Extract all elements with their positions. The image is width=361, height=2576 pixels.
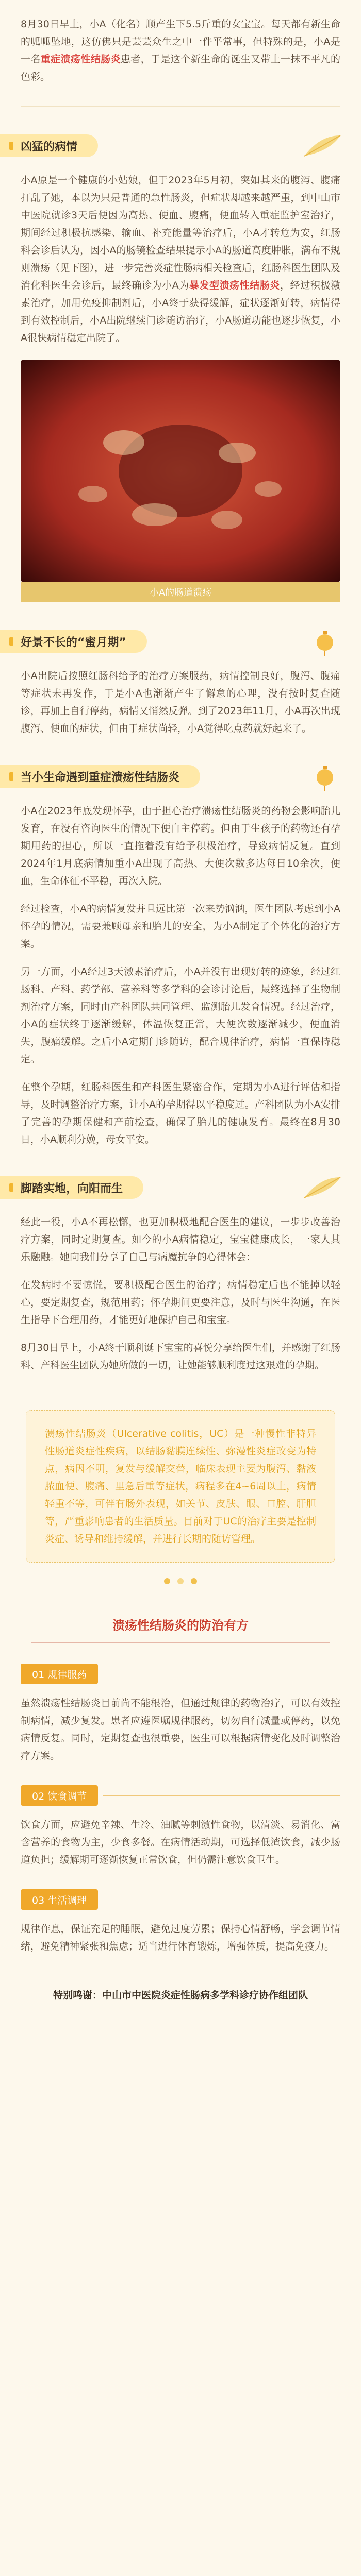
section-3-paragraph-1: 小A在2023年底发现怀孕，由于担心治疗溃疡性结肠炎的药物会影响胎儿发育，在没有咨询医生的情况下便自主停药。但由于生孩子的药物还有孕期用药的担心，所以一直拖着没有给予积极治疗，导致病情反复。直到2024年1月底病情加重小A出现了高热、大便次数多达每日10余次，便血，生命体征不平稳，再次入院。 — [21, 805, 340, 887]
section-title-1: 凶猛的病情 — [0, 134, 98, 157]
section-4-paragraph-1: 经此一役，小A不再松懈，也更加积极地配合医生的建议，一步步改善治疗方案，同时定期复查。如今的小A病情稳定，宝宝健康成长，一家人其乐融融。她向我们分享了自己与病魔抗争的心得体会： — [21, 1216, 340, 1263]
divider-dots — [0, 1578, 361, 1584]
science-item-2-text: 饮食方面，应避免辛辣、生冷、油腻等刺激性食物，以清淡、易消化、富含营养的食物为主，少食多餐。在病情活动期，可选择低渣饮食，减少肠道负担；缓解期可逐渐恢复正常饮食，但仍需注意饮食卫生。 — [21, 1819, 340, 1866]
science-item-1-text: 虽然溃疡性结肠炎目前尚不能根治，但通过规律的药物治疗，可以有效控制病情，减少复发。患者应遵医嘱规律服药，切勿自行减量或停药，以免病情反复。同时，定期复查也很重要，医生可以根据病情变化及时调整治疗方案。 — [21, 1698, 340, 1761]
section-header-1 — [0, 130, 361, 161]
science-item-3-label: 03 生活调理 — [21, 1889, 98, 1910]
science-item-3-header — [21, 1889, 340, 1910]
section-header-2 — [0, 626, 361, 657]
section-4-paragraph-3: 8月30日早上，小A终于顺利诞下宝宝的喜悦分享给医生们，并感谢了红肠科、产科医生团队为她所做的一切，让她能够顺利度过这艰难的孕期。 — [21, 1342, 340, 1371]
science-title: 溃疡性结肠炎的防治有方 — [112, 1618, 249, 1633]
section-1-paragraph — [21, 172, 340, 347]
section-title-4: 脚踏实地，向阳而生 — [0, 1176, 143, 1199]
section-header-4 — [0, 1172, 361, 1203]
science-item-1-header — [21, 1664, 340, 1684]
science-item-2-label: 02 饮食调节 — [21, 1785, 98, 1806]
intro-text-2: 患者，于是这个新生命的诞生又带上一抹不平凡的色彩。 — [21, 54, 340, 82]
leaf-decoration-icon — [294, 130, 346, 161]
intro-paragraph — [21, 0, 340, 107]
s1-highlight: 暴发型溃疡性结肠炎 — [189, 280, 281, 291]
s1-text-2: ，经过积极激素治疗，加用免疫抑制剂后，小A终于获得缓解，症状逐渐好转，病情得到有效控制后，小A出院继续门诊随访治疗，小A肠道功能也逐步恢复，小A很快病情稳定出院了。 — [21, 280, 340, 344]
lantern-decoration-icon — [294, 761, 346, 792]
endoscopy-photo — [21, 360, 340, 582]
section-3-paragraph-3: 另一方面，小A经过3天激素治疗后，小A并没有出现好转的迹象，经过红肠科、产科、药学部、营养科等多学科的会诊讨论后，最终选择了生物制剂治疗方案，同时由产科团队共同管理、监测胎儿发育情况。经过治疗，小A的症状终于逐渐缓解，体温恢复正常，大便次数逐渐减少，便血消失，腹痛缓解。之后小A定期门诊随访，配合规律治疗，病情一直保持稳定。 — [21, 966, 340, 1065]
intro-highlight: 重症溃疡性结肠炎 — [40, 54, 121, 65]
intro-text-1: 8月30日早上，小A（化名）顺产生下5.5斤重的女宝宝。每天都有新生命的呱呱坠地，这仿佛只是芸芸众生之中一件平常事，但特殊的是，小A是一名 — [21, 19, 340, 65]
science-divider — [31, 1642, 330, 1643]
definition-box: 溃疡性结肠炎（Ulcerative colitis，UC）是一种慢性非特异性肠道炎症性疾病，以结肠黏膜连续性、弥漫性炎症改变为特点，病因不明，复发与缓解交替，临床表现主要为腹泻、黏液脓血便、腹痛、里急后重等症状，病程多在4~6周以上，病情轻重不等，可伴有肠外表现，如关节、皮肤、眼、口腔、肝胆等，严重影响患者的生活质量。目前对于UC的治疗主要是控制炎症、诱导和维持缓解，并进行长期的随访管理。 — [26, 1410, 335, 1563]
photo-caption: 小A的肠道溃疡 — [21, 582, 340, 602]
section-3-paragraph-2: 经过检查，小A的病情复发并且远比第一次来势汹汹，医生团队考虑到小A怀孕的情况，需要兼顾母亲和胎儿的安全，为小A制定了个体化的治疗方案。 — [21, 903, 340, 950]
acknowledgement: 特别鸣谢：中山市中医院炎症性肠病多学科诊疗协作组团队 — [21, 1976, 340, 2025]
section-header-3 — [0, 761, 361, 792]
section-title-2: 好景不长的“蜜月期” — [0, 630, 147, 653]
endoscopy-figure — [21, 360, 340, 602]
science-item-2-header — [21, 1785, 340, 1806]
science-item-3-text: 规律作息，保证充足的睡眠，避免过度劳累；保持心情舒畅，学会调节情绪，避免精神紧张和焦虑；适当进行体育锻炼，增强体质，提高免疫力。 — [21, 1923, 340, 1952]
section-3-paragraph-4: 在整个孕期，红肠科医生和产科医生紧密合作，定期为小A进行评估和指导，及时调整治疗方案，让小A的孕期得以平稳度过。产科团队为小A安排了完善的孕期保健和产前检查，确保了胎儿的健康发育。最终在8月30日，小A顺利分娩，母女平安。 — [21, 1081, 340, 1145]
leaf-decoration-icon — [294, 1172, 346, 1203]
lantern-decoration-icon — [294, 626, 346, 657]
section-4-paragraph-2: 在发病时不要惊慌，要积极配合医生的治疗；病情稳定后也不能掉以轻心，要定期复查，规范用药；怀孕期间更要注意，及时与医生沟通，在医生指导下合理用药，才能更好地保护自己和宝宝。 — [21, 1279, 340, 1326]
section-title-3: 当小生命遇到重症溃疡性结肠炎 — [0, 765, 200, 788]
s1-text-1: 小A原是一个健康的小姑娘，但于2023年5月初，突如其来的腹泻、腹痛打乱了她，本以为只是普通的急性肠炎，但症状却越来越严重，到中山市中医院就诊3天后便因为高热、便血、腹痛，便血转入重症监护室治疗，期间经过积极抗感染、输血、补充能量等治疗后，小A才转危为安，红肠科会诊后认为，因小A的肠镜检查结果提示小A的肠道高度肿胀，满布不规则溃疡（见下图），进一步完善炎症性肠病相关检查后，红肠科医生团队及消化科医生会诊后，最终确诊为小A为 — [21, 175, 340, 291]
section-2-paragraph: 小A出院后按照红肠科给予的治疗方案服药，病情控制良好，腹泻、腹痛等症状未再发作，于是小A也渐渐产生了懈怠的心理，没有按时复查随诊，再加上自行停药，病情又悄然反弹。到了2023年11月，小A再次出现腹泻、便血的症状，但由于症状尚轻，小A觉得吃点药就好起来了。 — [21, 670, 340, 734]
science-item-1-label: 01 规律服药 — [21, 1664, 98, 1684]
